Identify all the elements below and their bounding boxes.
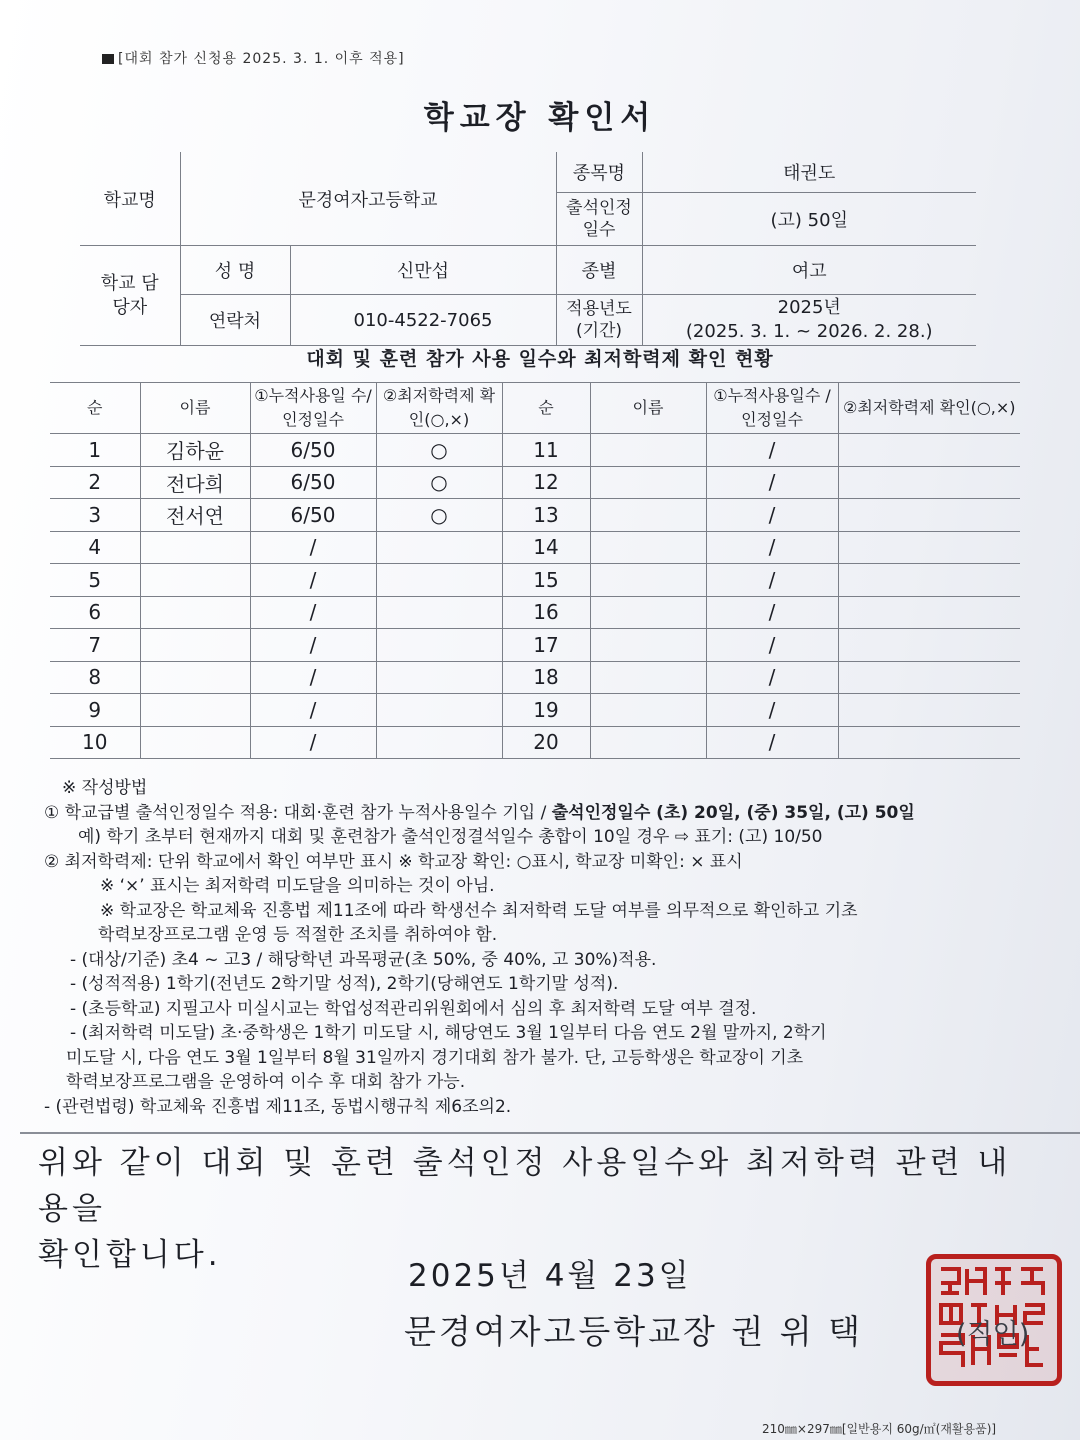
detail-law: - (관련법령) 학교체육 진흥법 제11조, 동법시행규칙 제6조의2. <box>44 1096 512 1117</box>
days-used: 6/50 <box>250 499 376 532</box>
table-row <box>50 726 1020 759</box>
roster-subtitle: 대회 및 훈련 참가 사용 일수와 최저학력제 확인 현황 <box>306 348 774 370</box>
period-text: (2025. 3. 1. ~ 2026. 2. 28.) <box>685 321 933 342</box>
detail-unmet-a: - (최저학력 미도달) 초·중학생은 1학기 미도달 시, 해당연도 3월 1일부터 다음 연도 2월 말까지, 2학기 <box>70 1023 827 1043</box>
student-name <box>140 596 250 629</box>
table-row <box>50 531 1020 564</box>
header-note-text: [대회 참가 신청용 2025. 3. 1. 이후 적용] <box>118 51 405 67</box>
contact-value: 010-4522-7065 <box>290 295 556 346</box>
student-name <box>140 661 250 694</box>
note-1-bold: 출석인정일수 (초) 20일, (중) 35일, (고) 50일 <box>551 802 915 823</box>
sport-label: 종목명 <box>556 152 642 193</box>
row-number: 11 <box>502 434 590 467</box>
table-row <box>50 661 1020 694</box>
instructions <box>44 776 1054 1119</box>
student-name <box>140 726 250 759</box>
row-number: 17 <box>502 629 590 662</box>
row-number: 14 <box>502 531 590 564</box>
row-number: 6 <box>50 596 140 629</box>
header-num-right: 순 <box>502 383 590 434</box>
detail-grades: - (성적적용) 1학기(전년도 2학기말 성적), 2학기(당해연도 1학기말 성적). <box>70 974 619 994</box>
detail-unmet-b: 미도달 시, 다음 연도 3월 1일부터 8월 31일까지 경기대회 참가 불가. 단, 고등학생은 학교장이 기초 <box>66 1047 804 1068</box>
year-text: 2025년 <box>777 297 841 318</box>
header-days: ①누적사용일 수/인정일수 <box>250 383 376 434</box>
days-used: / <box>250 694 376 727</box>
principal-name: 문경여자고등학교장 권 위 택 <box>404 1312 864 1351</box>
row-number: 16 <box>502 596 590 629</box>
academic-check <box>838 499 1020 532</box>
note-2: ② 최저학력제: 단위 학교에서 확인 여부만 표시 ※ 학교장 확인: ○표시, 학교장 미확인: × 표시 <box>44 851 743 872</box>
student-name <box>590 661 706 694</box>
divider <box>20 1132 1080 1134</box>
student-name <box>140 694 250 727</box>
header-name: 이름 <box>140 383 250 434</box>
header-check: ②최저학력제 확인(○,×) <box>376 383 502 434</box>
roster-body <box>50 434 1020 759</box>
academic-check: ○ <box>376 499 502 532</box>
days-used: / <box>250 564 376 597</box>
header-note <box>102 48 405 68</box>
academic-check: ○ <box>376 434 502 467</box>
student-name: 전서연 <box>140 499 250 532</box>
student-name <box>140 629 250 662</box>
sport-value: 태권도 <box>642 152 976 193</box>
days-used: 6/50 <box>250 434 376 467</box>
academic-check <box>838 629 1020 662</box>
table-row <box>50 434 1020 467</box>
attendance-value: (고) 50일 <box>642 193 976 246</box>
note-1-example: 예) 학기 초부터 현재까지 대회 및 훈련참가 출석인정결석일수 총합이 10일 경우 ⇨ 표기: (고) 10/50 <box>78 827 823 847</box>
row-number: 2 <box>50 466 140 499</box>
days-used: / <box>706 499 838 532</box>
row-number: 8 <box>50 661 140 694</box>
student-name <box>140 531 250 564</box>
days-used: / <box>706 434 838 467</box>
school-name: 문경여자고등학교 <box>180 152 556 246</box>
academic-check <box>376 726 502 759</box>
student-name <box>590 531 706 564</box>
days-used: / <box>706 661 838 694</box>
row-number: 4 <box>50 531 140 564</box>
manager-label: 학교 담당자 <box>80 246 180 346</box>
days-used: / <box>250 726 376 759</box>
days-used: / <box>250 629 376 662</box>
row-number: 15 <box>502 564 590 597</box>
days-used: / <box>250 596 376 629</box>
school-label: 학교명 <box>80 152 180 246</box>
contact-label: 연락처 <box>180 295 290 346</box>
header-days-right: ①누적사용일수 /인정일수 <box>706 383 838 434</box>
days-used: / <box>706 564 838 597</box>
header-name-right: 이름 <box>590 383 706 434</box>
days-used: / <box>706 694 838 727</box>
academic-check <box>376 694 502 727</box>
roster-table <box>50 382 1020 759</box>
student-name <box>590 596 706 629</box>
row-number: 20 <box>502 726 590 759</box>
student-name: 전다희 <box>140 466 250 499</box>
student-name <box>590 726 706 759</box>
detail-elementary: - (초등학교) 지필고사 미실시교는 학업성적관리위원회에서 심의 후 최저학력 도달 여부 결정. <box>70 998 757 1019</box>
row-number: 7 <box>50 629 140 662</box>
row-number: 1 <box>50 434 140 467</box>
academic-check <box>376 661 502 694</box>
days-used: / <box>706 726 838 759</box>
name-value: 신만섭 <box>290 246 556 295</box>
paper-size-note: 210㎜×297㎜[일반용지 60g/㎡(재활용품)] <box>762 1422 997 1436</box>
year-value <box>642 295 976 346</box>
gender-value: 여고 <box>642 246 976 295</box>
academic-check <box>838 531 1020 564</box>
confirmation-date: 2025년 4월 23일 <box>408 1258 692 1294</box>
detail-unmet-c: 학력보장프로그램을 운영하여 이수 후 대회 참가 가능. <box>66 1072 466 1092</box>
academic-check <box>838 596 1020 629</box>
year-label: 적용년도 (기간) <box>556 295 642 346</box>
academic-check <box>838 466 1020 499</box>
row-number: 12 <box>502 466 590 499</box>
student-name <box>590 694 706 727</box>
academic-check <box>838 434 1020 467</box>
academic-check <box>376 564 502 597</box>
academic-check <box>838 694 1020 727</box>
days-used: / <box>706 596 838 629</box>
note-1-text: ① 학교급별 출석인정일수 적용: 대회·훈련 참가 누적사용일수 기입 / <box>44 802 552 823</box>
notes-heading: ※ 작성방법 <box>62 778 148 798</box>
info-table <box>80 152 976 346</box>
seal-label: (직인) <box>956 1319 1030 1350</box>
table-row <box>50 629 1020 662</box>
row-number: 3 <box>50 499 140 532</box>
header-num: 순 <box>50 383 140 434</box>
row-number: 9 <box>50 694 140 727</box>
student-name <box>590 434 706 467</box>
academic-check <box>376 531 502 564</box>
student-name <box>590 564 706 597</box>
days-used: / <box>706 531 838 564</box>
table-row <box>50 564 1020 597</box>
note-1 <box>44 801 1054 826</box>
row-number: 19 <box>502 694 590 727</box>
days-used: / <box>706 466 838 499</box>
attendance-label: 출석인정 일수 <box>556 193 642 246</box>
detail-target: - (대상/기준) 초4 ~ 고3 / 해당학년 과목평균(초 50%, 중 40%, 고 30%)적용. <box>70 949 657 970</box>
days-used: 6/50 <box>250 466 376 499</box>
row-number: 10 <box>50 726 140 759</box>
academic-check <box>838 661 1020 694</box>
days-used: / <box>250 531 376 564</box>
student-name: 김하윤 <box>140 434 250 467</box>
academic-check: ○ <box>376 466 502 499</box>
table-row <box>50 596 1020 629</box>
student-name <box>590 466 706 499</box>
academic-check <box>838 564 1020 597</box>
table-row <box>50 466 1020 499</box>
table-row <box>50 694 1020 727</box>
note-2-remark-a: ※ ‘×’ 표시는 최저학력 미도달을 의미하는 것이 아님. <box>100 876 495 896</box>
document-title: 학교장 확인서 <box>423 100 657 136</box>
square-bullet-icon <box>102 54 114 64</box>
days-used: / <box>706 629 838 662</box>
row-number: 13 <box>502 499 590 532</box>
student-name <box>590 629 706 662</box>
academic-check <box>376 629 502 662</box>
student-name <box>140 564 250 597</box>
confirmation-line-2: 확인합니다. <box>38 1237 222 1273</box>
note-2-remark-b: ※ 학교장은 학교체육 진흥법 제11조에 따라 학생선수 최저학력 도달 여부를 의무적으로 확인하고 기초 <box>100 900 858 921</box>
name-label: 성 명 <box>180 246 290 295</box>
academic-check <box>376 596 502 629</box>
note-2-remark-c: 학력보장프로그램 운영 등 적절한 조치를 취하여야 함. <box>98 925 498 945</box>
table-row <box>50 499 1020 532</box>
academic-check <box>838 726 1020 759</box>
roster-header-row <box>50 383 1020 434</box>
student-name <box>590 499 706 532</box>
row-number: 5 <box>50 564 140 597</box>
header-check-right: ②최저학력제 확인(○,×) <box>838 383 1020 434</box>
row-number: 18 <box>502 661 590 694</box>
confirmation-line-1: 위와 같이 대회 및 훈련 출석인정 사용일수와 최저학력 관련 내용을 <box>38 1145 1012 1227</box>
days-used: / <box>250 661 376 694</box>
gender-label: 종별 <box>556 246 642 295</box>
